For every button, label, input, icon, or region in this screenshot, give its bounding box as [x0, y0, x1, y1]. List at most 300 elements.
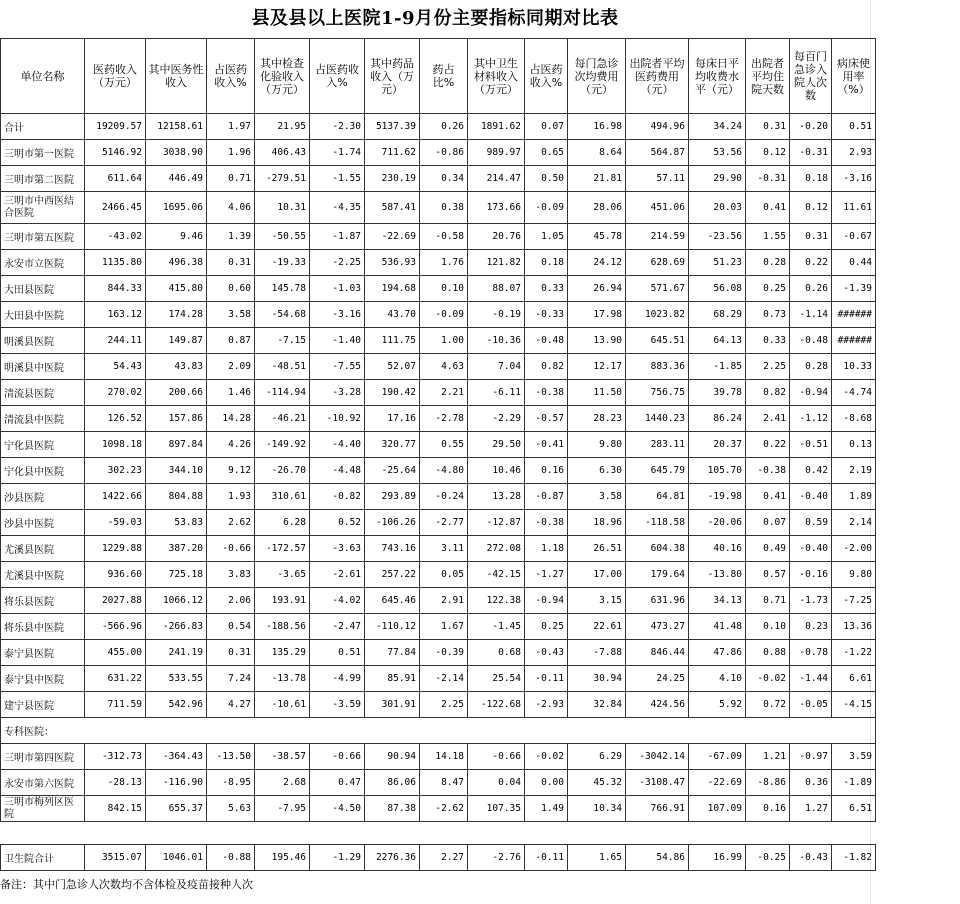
value-cell: 0.33 [525, 276, 568, 302]
header-row [1, 39, 876, 114]
value-cell: -2.25 [310, 250, 365, 276]
value-cell: -4.40 [310, 432, 365, 458]
unit-name-cell: 大田县医院 [1, 276, 85, 302]
value-cell: 451.06 [626, 192, 689, 224]
column-header: 单位名称 [1, 39, 85, 114]
value-cell: -0.25 [746, 845, 790, 871]
value-cell: -0.66 [310, 744, 365, 770]
table-row [1, 484, 876, 510]
table-row [1, 328, 876, 354]
unit-name-cell: 永安市立医院 [1, 250, 85, 276]
value-cell: 21.81 [568, 166, 626, 192]
unit-name-cell: 宁化县医院 [1, 432, 85, 458]
value-cell: 86.24 [689, 406, 746, 432]
value-cell: 47.86 [689, 640, 746, 666]
value-cell: 0.41 [746, 192, 790, 224]
value-cell: -10.36 [468, 328, 525, 354]
value-cell: -20.06 [689, 510, 746, 536]
value-cell: -2.47 [310, 614, 365, 640]
value-cell: 0.72 [746, 692, 790, 718]
value-cell: 64.81 [626, 484, 689, 510]
value-cell: 4.63 [420, 354, 468, 380]
value-cell: 3.59 [832, 744, 876, 770]
value-cell: 0.71 [207, 166, 255, 192]
table-row [1, 224, 876, 250]
value-cell: 844.33 [85, 276, 146, 302]
value-cell: -0.11 [525, 845, 568, 871]
value-cell: 0.13 [832, 432, 876, 458]
value-cell: -3042.14 [626, 744, 689, 770]
value-cell: 45.32 [568, 770, 626, 796]
value-cell: 2.93 [832, 140, 876, 166]
value-cell: -28.13 [85, 770, 146, 796]
value-cell: -1.85 [689, 354, 746, 380]
value-cell: 1.46 [207, 380, 255, 406]
value-cell: 0.87 [207, 328, 255, 354]
value-cell: 1.97 [207, 114, 255, 140]
value-cell: -0.87 [525, 484, 568, 510]
value-cell: -0.78 [790, 640, 832, 666]
value-cell: 53.56 [689, 140, 746, 166]
value-cell: 0.22 [746, 432, 790, 458]
value-cell: -1.39 [832, 276, 876, 302]
value-cell: -22.69 [689, 770, 746, 796]
value-cell: -312.73 [85, 744, 146, 770]
value-cell: 406.43 [255, 140, 310, 166]
table-row [1, 588, 876, 614]
value-cell: -0.31 [790, 140, 832, 166]
value-cell: 21.95 [255, 114, 310, 140]
column-header: 每百门急诊入院人次数 [790, 39, 832, 114]
value-cell: 0.25 [746, 276, 790, 302]
value-cell: 571.67 [626, 276, 689, 302]
table-row [1, 114, 876, 140]
value-cell: 883.36 [626, 354, 689, 380]
value-cell: 989.97 [468, 140, 525, 166]
value-cell: 0.55 [420, 432, 468, 458]
value-cell: 86.06 [365, 770, 420, 796]
value-cell: 0.82 [525, 354, 568, 380]
value-cell: 163.12 [85, 302, 146, 328]
value-cell: -266.83 [146, 614, 207, 640]
value-cell: 122.38 [468, 588, 525, 614]
value-cell: -0.33 [525, 302, 568, 328]
value-cell: 39.78 [689, 380, 746, 406]
value-cell: 9.80 [832, 562, 876, 588]
value-cell: 10.33 [832, 354, 876, 380]
value-cell: 0.26 [790, 276, 832, 302]
value-cell: 13.28 [468, 484, 525, 510]
value-cell: 8.64 [568, 140, 626, 166]
value-cell: 2466.45 [85, 192, 146, 224]
value-cell: 1.05 [525, 224, 568, 250]
value-cell: -0.82 [310, 484, 365, 510]
table-row [1, 458, 876, 484]
value-cell: -3.16 [310, 302, 365, 328]
value-cell: -0.94 [790, 380, 832, 406]
value-cell: -13.78 [255, 666, 310, 692]
value-cell: -3.28 [310, 380, 365, 406]
value-cell: 936.60 [85, 562, 146, 588]
value-cell: 0.12 [790, 192, 832, 224]
value-cell: 310.61 [255, 484, 310, 510]
value-cell: -0.11 [525, 666, 568, 692]
value-cell: -0.48 [790, 328, 832, 354]
value-cell: 756.75 [626, 380, 689, 406]
value-cell: -6.11 [468, 380, 525, 406]
value-cell: 766.91 [626, 796, 689, 822]
value-cell: -22.69 [365, 224, 420, 250]
value-cell: -1.45 [468, 614, 525, 640]
value-cell: 4.06 [207, 192, 255, 224]
unit-name-cell: 三明市第一医院 [1, 140, 85, 166]
value-cell: 195.46 [255, 845, 310, 871]
value-cell: -1.22 [832, 640, 876, 666]
value-cell: 0.57 [746, 562, 790, 588]
value-cell: 32.84 [568, 692, 626, 718]
value-cell: 743.16 [365, 536, 420, 562]
value-cell: -118.58 [626, 510, 689, 536]
value-cell: 20.37 [689, 432, 746, 458]
value-cell: -0.94 [525, 588, 568, 614]
value-cell: 41.48 [689, 614, 746, 640]
value-cell: -110.12 [365, 614, 420, 640]
value-cell: 446.49 [146, 166, 207, 192]
value-cell: ###### [832, 302, 876, 328]
value-cell: 12.17 [568, 354, 626, 380]
value-cell: -1.14 [790, 302, 832, 328]
value-cell: 1.67 [420, 614, 468, 640]
value-cell: 14.28 [207, 406, 255, 432]
value-cell: 2.27 [420, 845, 468, 871]
value-cell: -13.50 [207, 744, 255, 770]
value-cell: -10.92 [310, 406, 365, 432]
value-cell: 28.23 [568, 406, 626, 432]
value-cell: -2.29 [468, 406, 525, 432]
value-cell: 725.18 [146, 562, 207, 588]
table-row [1, 406, 876, 432]
column-header: 每床日平均收费水平（元） [689, 39, 746, 114]
value-cell: 111.75 [365, 328, 420, 354]
value-cell: 14.18 [420, 744, 468, 770]
table-row [1, 614, 876, 640]
value-cell: 0.33 [746, 328, 790, 354]
value-cell: 628.69 [626, 250, 689, 276]
unit-name-cell: 尤溪县医院 [1, 536, 85, 562]
value-cell: 26.51 [568, 536, 626, 562]
value-cell: -0.16 [790, 562, 832, 588]
column-header: 出院者平均医药费用（元） [626, 39, 689, 114]
value-cell: -1.29 [310, 845, 365, 871]
value-cell: 7.24 [207, 666, 255, 692]
table-body [1, 114, 876, 871]
value-cell: 631.96 [626, 588, 689, 614]
value-cell: 174.28 [146, 302, 207, 328]
value-cell: -50.55 [255, 224, 310, 250]
value-cell: 0.10 [420, 276, 468, 302]
value-cell: 2.41 [746, 406, 790, 432]
unit-name-cell: 三明市梅列区医院 [1, 796, 85, 822]
value-cell: 0.31 [207, 640, 255, 666]
value-cell: -4.80 [420, 458, 468, 484]
value-cell: 3.11 [420, 536, 468, 562]
table-row [1, 640, 876, 666]
value-cell: 1.18 [525, 536, 568, 562]
value-cell: -3.59 [310, 692, 365, 718]
value-cell: 0.04 [468, 770, 525, 796]
value-cell: 2276.36 [365, 845, 420, 871]
value-cell: -4.15 [832, 692, 876, 718]
value-cell: -122.68 [468, 692, 525, 718]
value-cell: -188.56 [255, 614, 310, 640]
value-cell: 2.25 [420, 692, 468, 718]
value-cell: -0.67 [832, 224, 876, 250]
value-cell: -4.99 [310, 666, 365, 692]
value-cell: -0.41 [525, 432, 568, 458]
value-cell: 145.78 [255, 276, 310, 302]
value-cell: 28.06 [568, 192, 626, 224]
value-cell: 2.91 [420, 588, 468, 614]
value-cell: -0.38 [746, 458, 790, 484]
value-cell: 107.09 [689, 796, 746, 822]
value-cell: 16.98 [568, 114, 626, 140]
value-cell: 0.16 [525, 458, 568, 484]
value-cell: -2.76 [468, 845, 525, 871]
value-cell: 0.34 [420, 166, 468, 192]
value-cell: 1229.88 [85, 536, 146, 562]
value-cell: 0.28 [790, 354, 832, 380]
value-cell: 190.42 [365, 380, 420, 406]
value-cell: 2.68 [255, 770, 310, 796]
column-header: 其中医务性收入 [146, 39, 207, 114]
value-cell: -26.70 [255, 458, 310, 484]
value-cell: 8.47 [420, 770, 468, 796]
value-cell: -0.38 [525, 510, 568, 536]
table-row [1, 166, 876, 192]
value-cell: 40.16 [689, 536, 746, 562]
value-cell: -0.38 [525, 380, 568, 406]
value-cell: -8.86 [746, 770, 790, 796]
value-cell: 1.39 [207, 224, 255, 250]
value-cell: -0.43 [790, 845, 832, 871]
value-cell: 494.96 [626, 114, 689, 140]
value-cell: 1135.80 [85, 250, 146, 276]
value-cell: 0.68 [468, 640, 525, 666]
column-header: 其中检查化验收入（万元） [255, 39, 310, 114]
value-cell: 0.44 [832, 250, 876, 276]
section-label: 专科医院： [1, 718, 876, 744]
value-cell: 193.91 [255, 588, 310, 614]
value-cell: 121.82 [468, 250, 525, 276]
value-cell: 0.73 [746, 302, 790, 328]
value-cell: 77.84 [365, 640, 420, 666]
value-cell: 320.77 [365, 432, 420, 458]
value-cell: -43.02 [85, 224, 146, 250]
value-cell: 57.11 [626, 166, 689, 192]
value-cell: 0.42 [790, 458, 832, 484]
value-cell: 1.49 [525, 796, 568, 822]
value-cell: 645.51 [626, 328, 689, 354]
value-cell: 87.38 [365, 796, 420, 822]
value-cell: 2.21 [420, 380, 468, 406]
value-cell: -3108.47 [626, 770, 689, 796]
value-cell: 293.89 [365, 484, 420, 510]
unit-name-cell: 三明市第五医院 [1, 224, 85, 250]
unit-name-cell: 宁化县中医院 [1, 458, 85, 484]
value-cell: 9.80 [568, 432, 626, 458]
value-cell: 5.63 [207, 796, 255, 822]
value-cell: 1.27 [790, 796, 832, 822]
value-cell: 1422.66 [85, 484, 146, 510]
value-cell: -1.44 [790, 666, 832, 692]
value-cell: 16.99 [689, 845, 746, 871]
value-cell: 2.19 [832, 458, 876, 484]
value-cell: -10.61 [255, 692, 310, 718]
value-cell: 4.26 [207, 432, 255, 458]
value-cell: -172.57 [255, 536, 310, 562]
value-cell: 2.14 [832, 510, 876, 536]
unit-name-cell: 沙县医院 [1, 484, 85, 510]
value-cell: 0.05 [420, 562, 468, 588]
value-cell: -566.96 [85, 614, 146, 640]
value-cell: 846.44 [626, 640, 689, 666]
value-cell: -38.57 [255, 744, 310, 770]
table-row [1, 354, 876, 380]
value-cell: 107.35 [468, 796, 525, 822]
value-cell: 6.30 [568, 458, 626, 484]
value-cell: 711.59 [85, 692, 146, 718]
value-cell: 0.52 [310, 510, 365, 536]
column-header: 药占比% [420, 39, 468, 114]
value-cell: 0.38 [420, 192, 468, 224]
unit-name-cell: 合计 [1, 114, 85, 140]
value-cell: 9.46 [146, 224, 207, 250]
value-cell: -2.62 [420, 796, 468, 822]
value-cell: 6.51 [832, 796, 876, 822]
value-cell: 4.10 [689, 666, 746, 692]
value-cell: -0.24 [420, 484, 468, 510]
value-cell: 64.13 [689, 328, 746, 354]
value-cell: 1.93 [207, 484, 255, 510]
value-cell: 17.00 [568, 562, 626, 588]
value-cell: 0.50 [525, 166, 568, 192]
value-cell: 200.66 [146, 380, 207, 406]
unit-name-cell: 建宁县医院 [1, 692, 85, 718]
value-cell: -59.03 [85, 510, 146, 536]
value-cell: 0.16 [746, 796, 790, 822]
value-cell: -67.09 [689, 744, 746, 770]
value-cell: 0.54 [207, 614, 255, 640]
value-cell: -0.66 [207, 536, 255, 562]
value-cell: 0.31 [790, 224, 832, 250]
value-cell: 56.08 [689, 276, 746, 302]
table-row [1, 276, 876, 302]
unit-name-cell: 明溪县医院 [1, 328, 85, 354]
value-cell: -54.68 [255, 302, 310, 328]
spacer-cell [1, 822, 876, 845]
value-cell: 1.96 [207, 140, 255, 166]
value-cell: -2.00 [832, 536, 876, 562]
value-cell: -4.35 [310, 192, 365, 224]
unit-name-cell: 沙县中医院 [1, 510, 85, 536]
value-cell: 496.38 [146, 250, 207, 276]
value-cell: 424.56 [626, 692, 689, 718]
table-row [1, 770, 876, 796]
value-cell: 0.23 [790, 614, 832, 640]
value-cell: 0.18 [790, 166, 832, 192]
value-cell: -4.74 [832, 380, 876, 406]
value-cell: -1.74 [310, 140, 365, 166]
value-cell: 804.88 [146, 484, 207, 510]
value-cell: 533.55 [146, 666, 207, 692]
value-cell: 19209.57 [85, 114, 146, 140]
value-cell: -4.50 [310, 796, 365, 822]
value-cell: 9.12 [207, 458, 255, 484]
value-cell: 157.86 [146, 406, 207, 432]
value-cell: 587.41 [365, 192, 420, 224]
value-cell: 2.09 [207, 354, 255, 380]
value-cell: -19.98 [689, 484, 746, 510]
value-cell: 17.98 [568, 302, 626, 328]
value-cell: 6.29 [568, 744, 626, 770]
value-cell: -19.33 [255, 250, 310, 276]
value-cell: 631.22 [85, 666, 146, 692]
value-cell: 214.47 [468, 166, 525, 192]
value-cell: -46.21 [255, 406, 310, 432]
value-cell: -0.39 [420, 640, 468, 666]
value-cell: 387.20 [146, 536, 207, 562]
value-cell: 51.23 [689, 250, 746, 276]
value-cell: 3.15 [568, 588, 626, 614]
value-cell: -4.02 [310, 588, 365, 614]
value-cell: -0.88 [207, 845, 255, 871]
value-cell: 257.22 [365, 562, 420, 588]
value-cell: 0.18 [525, 250, 568, 276]
value-cell: -2.30 [310, 114, 365, 140]
value-cell: 0.71 [746, 588, 790, 614]
table-row [1, 744, 876, 770]
value-cell: -1.87 [310, 224, 365, 250]
value-cell: 43.70 [365, 302, 420, 328]
value-cell: 30.94 [568, 666, 626, 692]
value-cell: -0.40 [790, 484, 832, 510]
value-cell: -0.31 [746, 166, 790, 192]
value-cell: 5146.92 [85, 140, 146, 166]
value-cell: -2.61 [310, 562, 365, 588]
value-cell: 0.07 [746, 510, 790, 536]
column-header: 其中卫生材料收入（万元） [468, 39, 525, 114]
table-row [1, 302, 876, 328]
table-row [1, 192, 876, 224]
unit-name-cell: 三明市第四医院 [1, 744, 85, 770]
value-cell: 2.25 [746, 354, 790, 380]
comparison-table [0, 38, 876, 871]
value-cell: -0.20 [790, 114, 832, 140]
value-cell: 1.55 [746, 224, 790, 250]
value-cell: 415.80 [146, 276, 207, 302]
value-cell: 0.51 [310, 640, 365, 666]
value-cell: -0.86 [420, 140, 468, 166]
value-cell: 1440.23 [626, 406, 689, 432]
value-cell: 455.00 [85, 640, 146, 666]
value-cell: 1.89 [832, 484, 876, 510]
value-cell: 1.76 [420, 250, 468, 276]
table-row [1, 666, 876, 692]
value-cell: 473.27 [626, 614, 689, 640]
value-cell: 645.79 [626, 458, 689, 484]
value-cell: 149.87 [146, 328, 207, 354]
value-cell: -1.12 [790, 406, 832, 432]
